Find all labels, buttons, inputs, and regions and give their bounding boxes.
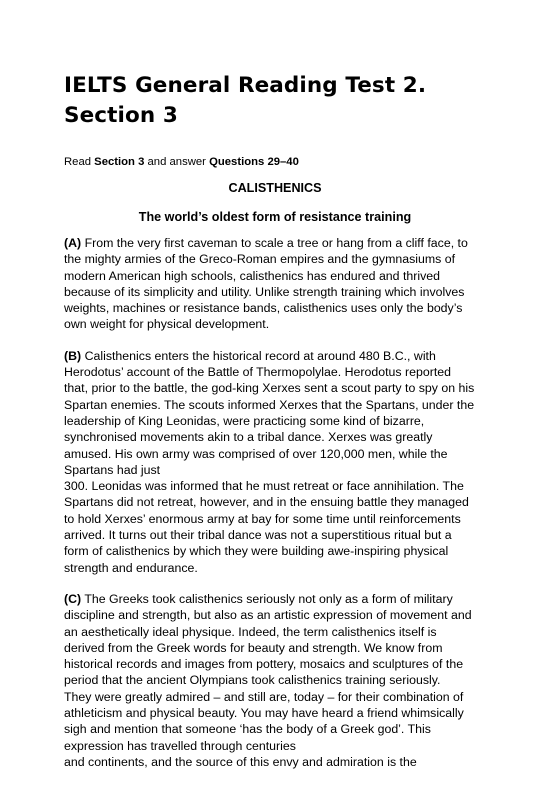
paragraph-line: historical records and images from pottery, mosaics and sculptures of the — [64, 657, 464, 672]
paragraph-line: weights, machines or resistance bands, calisthenics uses only the body’s — [64, 301, 463, 316]
paragraph-line: form of calisthenics by which they were building awe-inspiring physical — [64, 544, 449, 559]
paragraph-a — [64, 235, 492, 333]
paragraph-line: amused. His own army was comprised of over 120,000 men, while the — [64, 446, 448, 461]
paragraph-line: derived from the Greek words for beauty and strength. We know from — [64, 640, 443, 655]
paragraph-b — [64, 348, 492, 576]
paragraph-line: the mighty armies of the Greco-Roman empires and the gymnasiums of — [64, 252, 456, 267]
paragraph-line: Spartans did not retreat, however, and in the ensuing battle they managed — [64, 495, 469, 510]
paragraph-line: synchronised movements akin to a tribal dance. Xerxes was greatly — [64, 430, 433, 445]
title-line-2: Section 3 — [64, 103, 178, 128]
title-line-1: IELTS General Reading Test 2. — [64, 73, 427, 98]
paragraph-line: own weight for physical development. — [64, 317, 270, 332]
instruction-section: Section 3 — [94, 156, 145, 168]
paragraph-line: expression has travelled through centuries — [64, 738, 296, 753]
instruction-pre: Read — [64, 156, 95, 168]
paragraph-line-text: Calisthenics enters the historical record at around 480 B.C., with — [81, 348, 436, 363]
paragraph-line: Spartan enemies. The scouts informed Xerxes that the Spartans, under the — [64, 397, 475, 412]
paragraph-line: and continents, and the source of this envy and admiration is the — [64, 754, 417, 769]
paragraph-line: because of its simplicity and utility. Unlike strength training which involves — [64, 284, 465, 299]
paragraph-line-text: The Greeks took calisthenics seriously not only as a form of military — [81, 591, 453, 606]
paragraph-line: period that the ancient Olympians took calisthenics training seriously. — [64, 673, 441, 688]
instruction-questions: Questions 29–40 — [209, 156, 299, 168]
paragraph-line: They were greatly admired – and still are, today – for their combination of — [64, 689, 464, 704]
paragraph-line: sigh and mention that someone ‘has the body of a Greek god’. This — [64, 722, 431, 737]
instruction-mid: and answer — [144, 156, 210, 168]
instruction-text — [64, 155, 504, 170]
paragraph-line: arrived. It turns out their tribal dance was not a superstitious ritual but a — [64, 528, 452, 543]
page-title — [64, 71, 494, 131]
passage-body — [64, 235, 492, 785]
paragraph-line: an aesthetically ideal physique. Indeed, the term calisthenics itself is — [64, 624, 437, 639]
paragraph-line: discipline and strength, but also as an artistic expression of movement and — [64, 608, 472, 623]
paragraph-line: 300. Leonidas was informed that he must retreat or face annihilation. The — [64, 479, 464, 494]
paragraph-line: Spartans had just — [64, 462, 161, 477]
paragraph-line: leadership of King Leonidas, were practicing some kind of bizarre, — [64, 413, 425, 428]
paragraph-label: (A) — [64, 236, 82, 250]
paragraph-line — [64, 591, 492, 607]
paragraph-line: to hold Xerxes’ enormous army at bay for some time until reinforcements — [64, 511, 461, 526]
paragraph-line: modern American high schools, calisthenics has endured and thrived — [64, 268, 441, 283]
paragraph-line: Herodotus’ account of the Battle of Thermopolylae. Herodotus reported — [64, 365, 451, 380]
paragraph-line: strength and endurance. — [64, 560, 198, 575]
paragraph-label: (C) — [64, 591, 82, 606]
paragraph-line — [64, 348, 492, 364]
paragraph-label: (B) — [64, 348, 82, 363]
paragraph-c — [64, 591, 492, 770]
passage-subheading: The world’s oldest form of resistance training — [138, 210, 412, 224]
passage-heading: CALISTHENICS — [228, 181, 322, 195]
paragraph-line — [64, 235, 492, 251]
paragraph-line: that, prior to the battle, the god-king Xerxes sent a scout party to spy on his — [64, 381, 475, 396]
paragraph-line-text: From the very first caveman to scale a tree or hang from a cliff face, to — [81, 236, 468, 250]
paragraph-line: athleticism and physical beauty. You may have heard a friend whimsically — [64, 706, 464, 721]
